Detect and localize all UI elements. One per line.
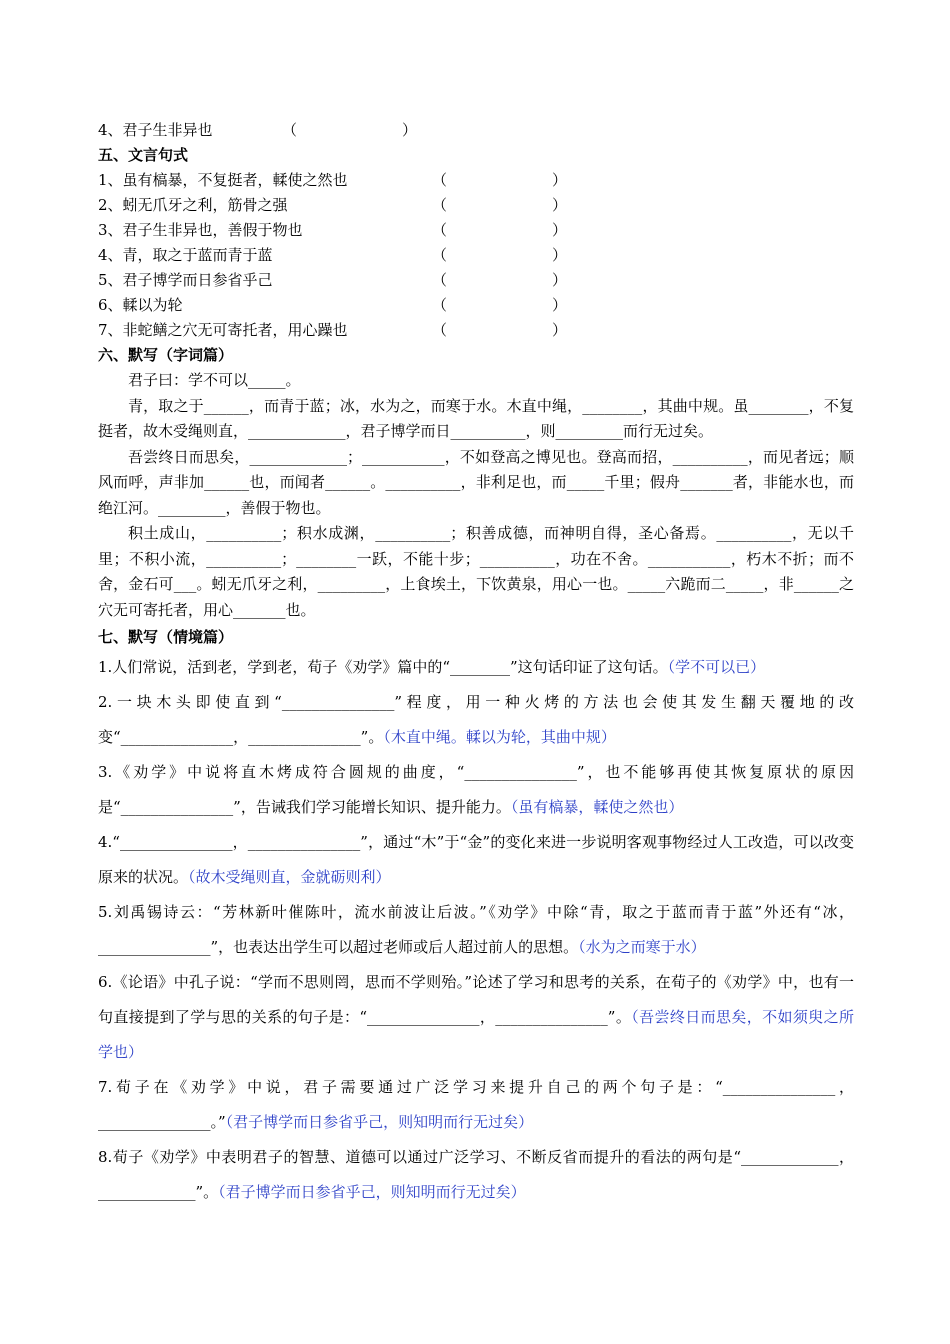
question-text: 5.刘禹锡诗云：“芳林新叶催陈叶，流水前波让后波。”《劝学》中除“青，取之于蓝而青于蓝”外还有“冰，_______________”，也表达出学生可以超过老师或后人超过前人的思想。 bbox=[98, 903, 854, 956]
question-text: 1、虽有槁暴，不复挺者，輮使之然也 bbox=[98, 171, 348, 189]
answer-text: （虽有槁暴，輮使之然也） bbox=[510, 798, 684, 816]
context-question bbox=[98, 1070, 854, 1140]
context-question bbox=[98, 685, 854, 755]
open-paren: （ bbox=[282, 121, 298, 139]
answer-text: （君子博学而日参省乎己，则知明而行无过矣） bbox=[218, 1183, 526, 1201]
question-text: 6.《论语》中孔子说：“学而不思则罔，思而不学则殆。”论述了学习和思考的关系，在荀子的《劝学》中，也有一句直接提到了学与思的关系的句子是：“_______________，_______________”。 bbox=[98, 973, 854, 1026]
open-paren: （ bbox=[432, 246, 448, 264]
context-question bbox=[98, 755, 854, 825]
question-text: 8.荀子《劝学》中表明君子的智慧、道德可以通过广泛学习、不断反省而提升的看法的两句是“_____________，_____________”。 bbox=[98, 1148, 854, 1201]
context-question bbox=[98, 650, 854, 685]
question-row bbox=[98, 318, 854, 343]
question-text: 4、君子生非异也 bbox=[98, 121, 213, 139]
context-question bbox=[98, 895, 854, 965]
question-text: 3、君子生非异也，善假于物也 bbox=[98, 221, 303, 239]
answer-text: （故木受绳则直，金就砺则利） bbox=[188, 868, 391, 886]
passage-paragraph: 君子曰：学不可以_____。 bbox=[128, 371, 301, 389]
close-paren: ） bbox=[402, 121, 418, 139]
close-paren: ） bbox=[552, 171, 568, 189]
answer-text: （水为之而寒于水） bbox=[578, 938, 706, 956]
passage-paragraph: 青，取之于______，而青于蓝；冰，水为之，而寒于水。木直中绳，________，其曲中规。虽________，不复挺者，故木受绳则直，_____________，君子博学而日__________，则_________而行无过矣。 bbox=[98, 396, 854, 440]
question-row bbox=[98, 268, 854, 293]
question-text: 2、蚓无爪牙之利，筋骨之强 bbox=[98, 196, 288, 214]
passage-paragraph: 吾尝终日而思矣，_____________；___________，不如登高之博见也。登高而招，__________，而见者远；顺风而呼，声非加______也，而闻者______。__________，非利足也，而_____千里；假舟_______者，非能水也，而绝江河。_________，善假于物也。 bbox=[98, 447, 854, 517]
question-text: 3.《劝学》中说将直木烤成符合圆规的曲度，“_______________”，也不能够再使其恢复原状的原因是“_______________”，告诫我们学习能增长知识、提升能力。 bbox=[98, 763, 854, 816]
open-paren: （ bbox=[432, 171, 448, 189]
answer-text: （木直中绳。輮以为轮，其曲中规） bbox=[383, 728, 616, 746]
close-paren: ） bbox=[552, 271, 568, 289]
section-title: 六、默写（字词篇） bbox=[98, 346, 234, 364]
question-text: 7、非蛇鳝之穴无可寄托者，用心躁也 bbox=[98, 321, 348, 339]
open-paren: （ bbox=[432, 221, 448, 239]
open-paren: （ bbox=[432, 196, 448, 214]
answer-text: （学不可以已） bbox=[667, 658, 766, 676]
question-row bbox=[98, 118, 854, 143]
close-paren: ） bbox=[552, 221, 568, 239]
question-row bbox=[98, 293, 854, 318]
open-paren: （ bbox=[432, 321, 448, 339]
close-paren: ） bbox=[552, 196, 568, 214]
question-row bbox=[98, 193, 854, 218]
question-text: 7.荀子在《劝学》中说，君子需要通过广泛学习来提升自己的两个句子是：“_______________，_______________。” bbox=[98, 1078, 854, 1131]
section-title: 七、默写（情境篇） bbox=[98, 628, 234, 646]
question-text: 4.“_______________，_______________”，通过“木”于“金”的变化来进一步说明客观事物经过人工改造，可以改变原来的状况。 bbox=[98, 833, 854, 886]
question-row bbox=[98, 218, 854, 243]
context-dictation-list bbox=[98, 650, 854, 1210]
question-text: 2.一块木头即使直到“_______________”程度，用一种火烤的方法也会使其发生翻天覆地的改变“_______________，_______________”。 bbox=[98, 693, 854, 746]
open-paren: （ bbox=[432, 271, 448, 289]
question-text: 4、青，取之于蓝而青于蓝 bbox=[98, 246, 273, 264]
answer-text: （君子博学而日参省乎己，则知明而行无过矣） bbox=[225, 1113, 534, 1131]
worksheet-page bbox=[98, 118, 854, 1210]
context-question bbox=[98, 965, 854, 1070]
close-paren: ） bbox=[552, 321, 568, 339]
question-text: 6、輮以为轮 bbox=[98, 296, 183, 314]
open-paren: （ bbox=[432, 296, 448, 314]
question-text: 5、君子博学而日参省乎己 bbox=[98, 271, 273, 289]
question-text: 1.人们常说，活到老，学到老，荀子《劝学》篇中的“________”这句话印证了这句话。 bbox=[98, 658, 668, 676]
answer-text: （吾尝终日而思矣，不如须臾之所学也） bbox=[98, 1008, 854, 1061]
question-row bbox=[98, 168, 854, 193]
dictation-passage bbox=[98, 368, 854, 623]
close-paren: ） bbox=[552, 296, 568, 314]
question-row bbox=[98, 243, 854, 268]
passage-paragraph: 积土成山，__________；积水成渊，__________；积善成德，而神明自得，圣心备焉。__________，无以千里；不积小流，__________；________一跃，不能十步；__________，功在不舍。___________，朽木不折；而不舍，金石可___。蚓无爪牙之利，_________，上食埃土，下饮黄泉，用心一也。_____六跪而二_____，非______之穴无可寄托者，用心_______也。 bbox=[98, 524, 854, 619]
context-question bbox=[98, 825, 854, 895]
context-question bbox=[98, 1140, 854, 1210]
sentence-pattern-list bbox=[98, 168, 854, 343]
close-paren: ） bbox=[552, 246, 568, 264]
section-title: 五、文言句式 bbox=[98, 146, 189, 164]
